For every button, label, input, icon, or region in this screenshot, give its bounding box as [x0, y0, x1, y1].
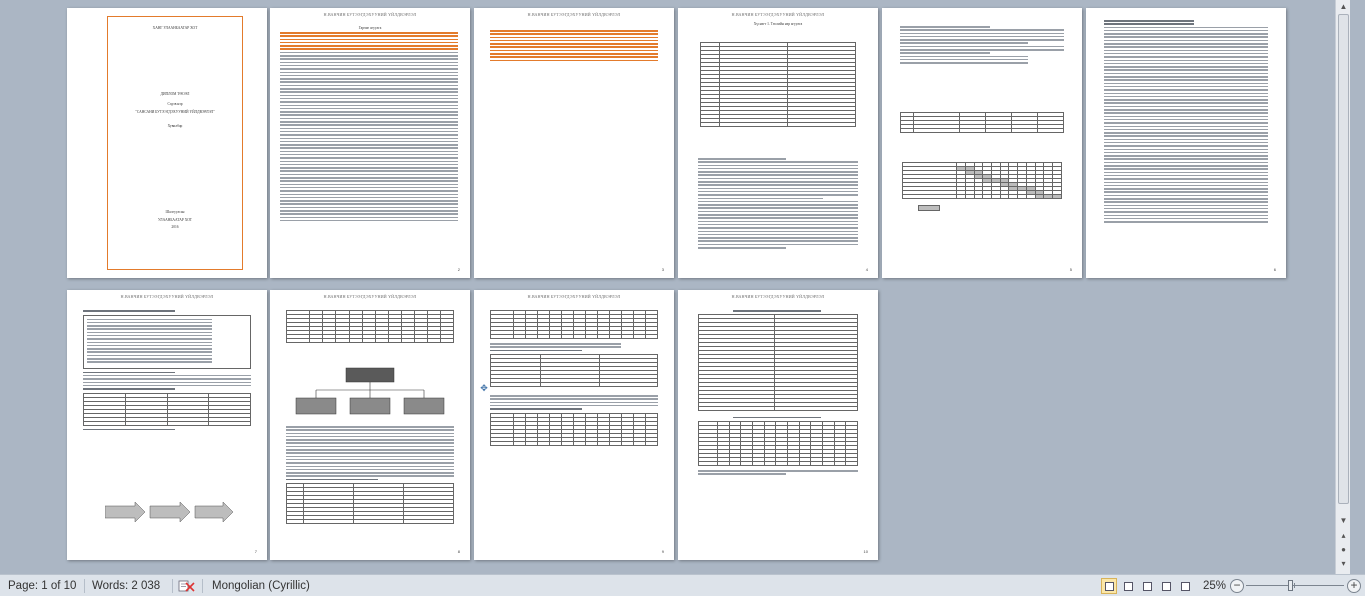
draft-icon [1181, 582, 1190, 591]
page-8[interactable] [270, 290, 470, 560]
toc-continued [490, 30, 658, 63]
page-4[interactable] [678, 8, 878, 278]
body-text [698, 158, 858, 250]
page-3[interactable] [474, 8, 674, 278]
page-count[interactable]: Page: 1 of 10 [8, 580, 77, 592]
divider [172, 579, 173, 593]
cover-line2: ДИПЛОМ ТӨСӨЛ [160, 92, 190, 96]
project-table [700, 42, 856, 127]
scroll-up-icon[interactable]: ▲ [1339, 2, 1348, 11]
scroll-down-icon[interactable]: ▼ [1339, 516, 1348, 525]
full-screen-reading-icon [1124, 582, 1133, 591]
body-text [83, 310, 251, 432]
toc-lines [280, 32, 458, 223]
word-count[interactable]: Words: 2 038 [92, 580, 161, 592]
data-table [900, 112, 1064, 133]
status-bar [0, 574, 1365, 596]
scrollbar-thumb[interactable] [1338, 14, 1349, 504]
page-10[interactable] [678, 290, 878, 560]
page-number: 4 [865, 267, 868, 272]
vertical-scrollbar[interactable] [1335, 0, 1350, 574]
proofing-icon[interactable] [178, 579, 196, 593]
page-header: Н.ВАНЧИН БУТЭЭГДЭХУУНИЙ ҮЙЛДВЭРЛЭЛ [323, 294, 417, 299]
org-diagram [290, 366, 450, 422]
outline-view-button[interactable] [1158, 578, 1174, 594]
cover-line3: Сэдэв нэр [167, 102, 183, 106]
wide-table [286, 310, 454, 343]
page-number: 9 [661, 549, 664, 554]
next-page-icon[interactable]: ▾ [1341, 559, 1346, 568]
zoom-out-button[interactable]: − [1230, 579, 1244, 593]
page-1[interactable] [67, 8, 267, 278]
page-7[interactable] [67, 290, 267, 560]
draft-view-button[interactable] [1177, 578, 1193, 594]
body-text [286, 426, 454, 524]
language-indicator[interactable]: Mongolian (Cyrillic) [212, 580, 310, 592]
web-layout-icon [1143, 582, 1152, 591]
table-block [698, 310, 858, 477]
page-header: Н.ВАНЧИН БУТЭЭГДЭХУУНИЙ ҮЙЛДВЭРЛЭЛ [527, 294, 621, 299]
page-2[interactable] [270, 8, 470, 278]
page-number: 8 [457, 549, 460, 554]
page-header: Н.ВАНЧИН БУТЭЭГДЭХУУНИЙ ҮЙЛДВЭРЛЭЛ [120, 294, 214, 299]
previous-page-icon[interactable]: ▴ [1341, 531, 1346, 540]
gantt-table [902, 162, 1062, 211]
print-layout-icon [1105, 582, 1114, 591]
page-number: 5 [1069, 267, 1072, 272]
page-header: Н.ВАНЧИН БУТЭЭГДЭХУУНИЙ ҮЙЛДВЭРЛЭЛ [527, 12, 621, 17]
page-header: Н.ВАНЧИН БУТЭЭГДЭХУУНИЙ ҮЙЛДВЭРЛЭЛ [323, 12, 417, 17]
page-number: 3 [661, 267, 664, 272]
page-6[interactable] [1086, 8, 1286, 278]
body-text [900, 26, 1064, 66]
page-number: 6 [1273, 267, 1276, 272]
page-number: 7 [254, 549, 257, 554]
zoom-slider-thumb[interactable] [1288, 580, 1293, 591]
arrow-diagram [105, 502, 235, 522]
zoom-slider-center-mark [1294, 583, 1295, 588]
outline-icon [1162, 582, 1171, 591]
page-9[interactable] [474, 290, 674, 560]
cover-line6: Шалгуулсан [165, 210, 185, 214]
table-block [490, 310, 658, 446]
zoom-slider-track[interactable] [1246, 585, 1344, 586]
cover-line4: "САНСАНИ БУТЭЭГДЭХУУНИЙ ҮЙЛДВЭРЛЭЛ" [135, 110, 215, 114]
toc-title: Гарчиг агуулга [358, 26, 382, 30]
divider [202, 579, 203, 593]
print-layout-view-button[interactable] [1101, 578, 1117, 594]
web-layout-view-button[interactable] [1139, 578, 1155, 594]
move-handle-icon[interactable]: ✥ [480, 383, 488, 393]
cover-border [107, 16, 243, 270]
page-header: Н.ВАНЧИН БУТЭЭГДЭХУУНИЙ ҮЙЛДВЭРЛЭЛ [731, 12, 825, 17]
body-text [1104, 20, 1268, 224]
divider [84, 579, 85, 593]
full-screen-reading-view-button[interactable] [1120, 578, 1136, 594]
table-title: Хүснэгт 1. Төслийн нэр агуулга [753, 22, 803, 26]
cover-line5: Хувилбар [167, 124, 183, 128]
page-number: 2 [457, 267, 460, 272]
page-5[interactable] [882, 8, 1082, 278]
zoom-level[interactable]: 25% [1202, 580, 1226, 592]
cover-line1: ХАНГ УЛААНБААТАР ХОТ [152, 26, 198, 30]
page-header: Н.ВАНЧИН БУТЭЭГДЭХУУНИЙ ҮЙЛДВЭРЛЭЛ [731, 294, 825, 299]
select-browse-object-icon[interactable]: ● [1341, 545, 1346, 554]
page-number: 10 [863, 549, 868, 554]
zoom-in-button[interactable]: + [1347, 579, 1361, 593]
cover-city: УЛААНБААТАР ХОТ [158, 218, 192, 222]
cover-year: 2016 [171, 225, 179, 229]
